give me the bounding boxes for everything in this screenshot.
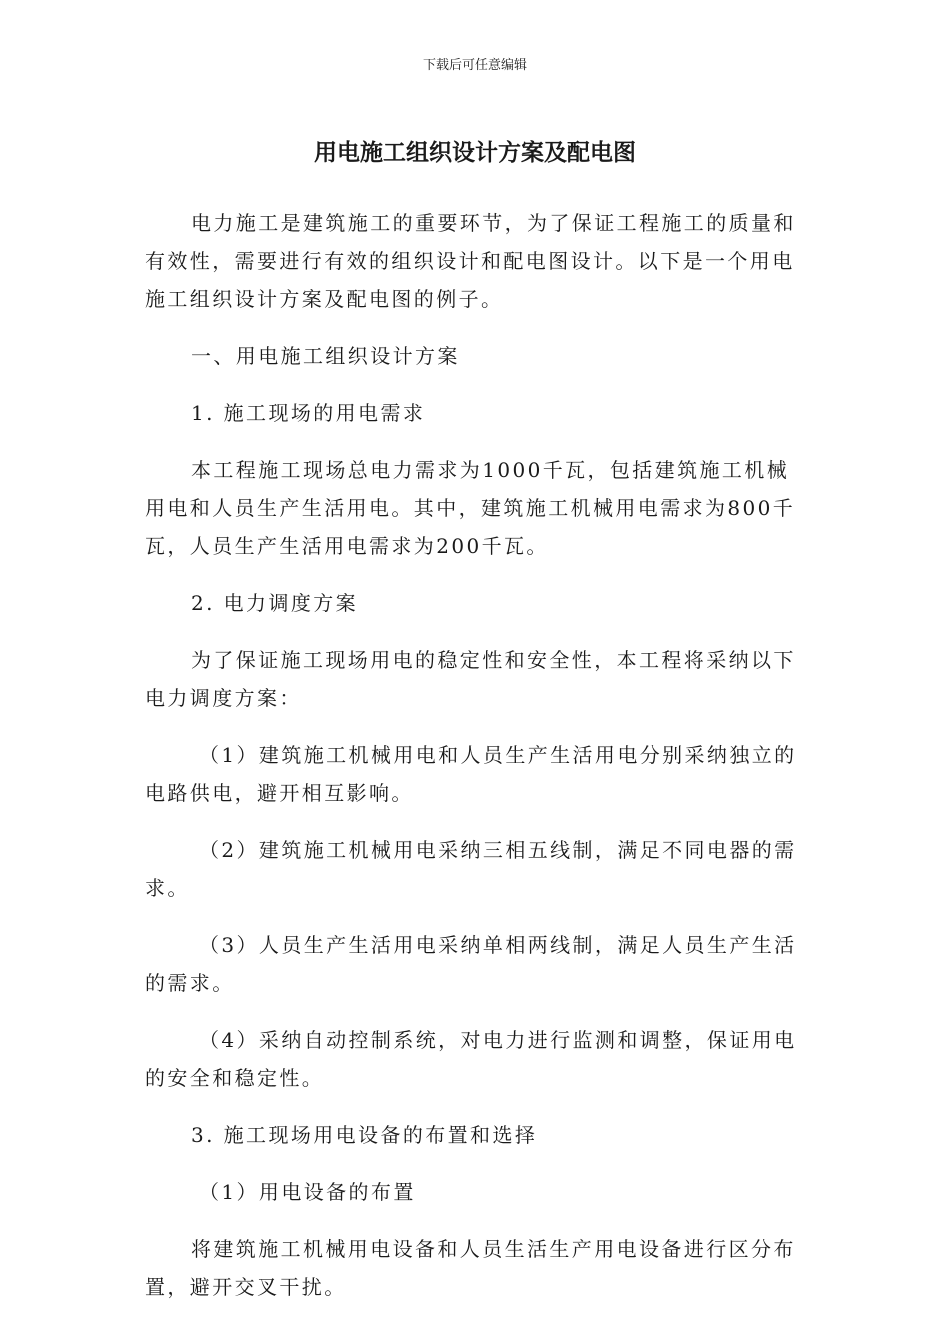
dispatch-item-1: （1）建筑施工机械用电和人员生产生活用电分别采纳独立的电路供电，避开相互影响。 [145, 743, 797, 805]
subsection-heading-2: 2. 电力调度方案 [191, 591, 359, 615]
document-title: 用电施工组织设计方案及配电图 [314, 140, 636, 166]
section-heading-1: 一、用电施工组织设计方案 [191, 344, 460, 368]
dispatch-item-4: （4）采纳自动控制系统，对电力进行监测和调整，保证用电的安全和稳定性。 [145, 1028, 797, 1090]
document-body [145, 204, 805, 1325]
page-header-note: 下载后可任意编辑 [422, 58, 527, 73]
dispatch-item-2: （2）建筑施工机械用电采纳三相五线制，满足不同电器的需求。 [145, 838, 797, 900]
power-demand-paragraph: 本工程施工现场总电力需求为1000千瓦，包括建筑施工机械用电和人员生产生活用电。其中，建筑施工机械用电需求为800千瓦，人员生产生活用电需求为200千瓦。 [145, 458, 796, 558]
dispatch-item-3: （3）人员生产生活用电采纳单相两线制，满足人员生产生活的需求。 [145, 933, 797, 995]
equipment-layout-heading: （1）用电设备的布置 [199, 1180, 416, 1204]
intro-paragraph: 电力施工是建筑施工的重要环节，为了保证工程施工的质量和有效性，需要进行有效的组织设计和配电图设计。以下是一个用电施工组织设计方案及配电图的例子。 [145, 211, 796, 311]
subsection-heading-3: 3. 施工现场用电设备的布置和选择 [191, 1123, 538, 1147]
dispatch-intro-paragraph: 为了保证施工现场用电的稳定性和安全性，本工程将采纳以下电力调度方案： [145, 648, 796, 710]
equipment-layout-paragraph: 将建筑施工机械用电设备和人员生活生产用电设备进行区分布置，避开交叉干扰。 [145, 1237, 796, 1299]
subsection-heading-1: 1. 施工现场的用电需求 [191, 401, 426, 425]
